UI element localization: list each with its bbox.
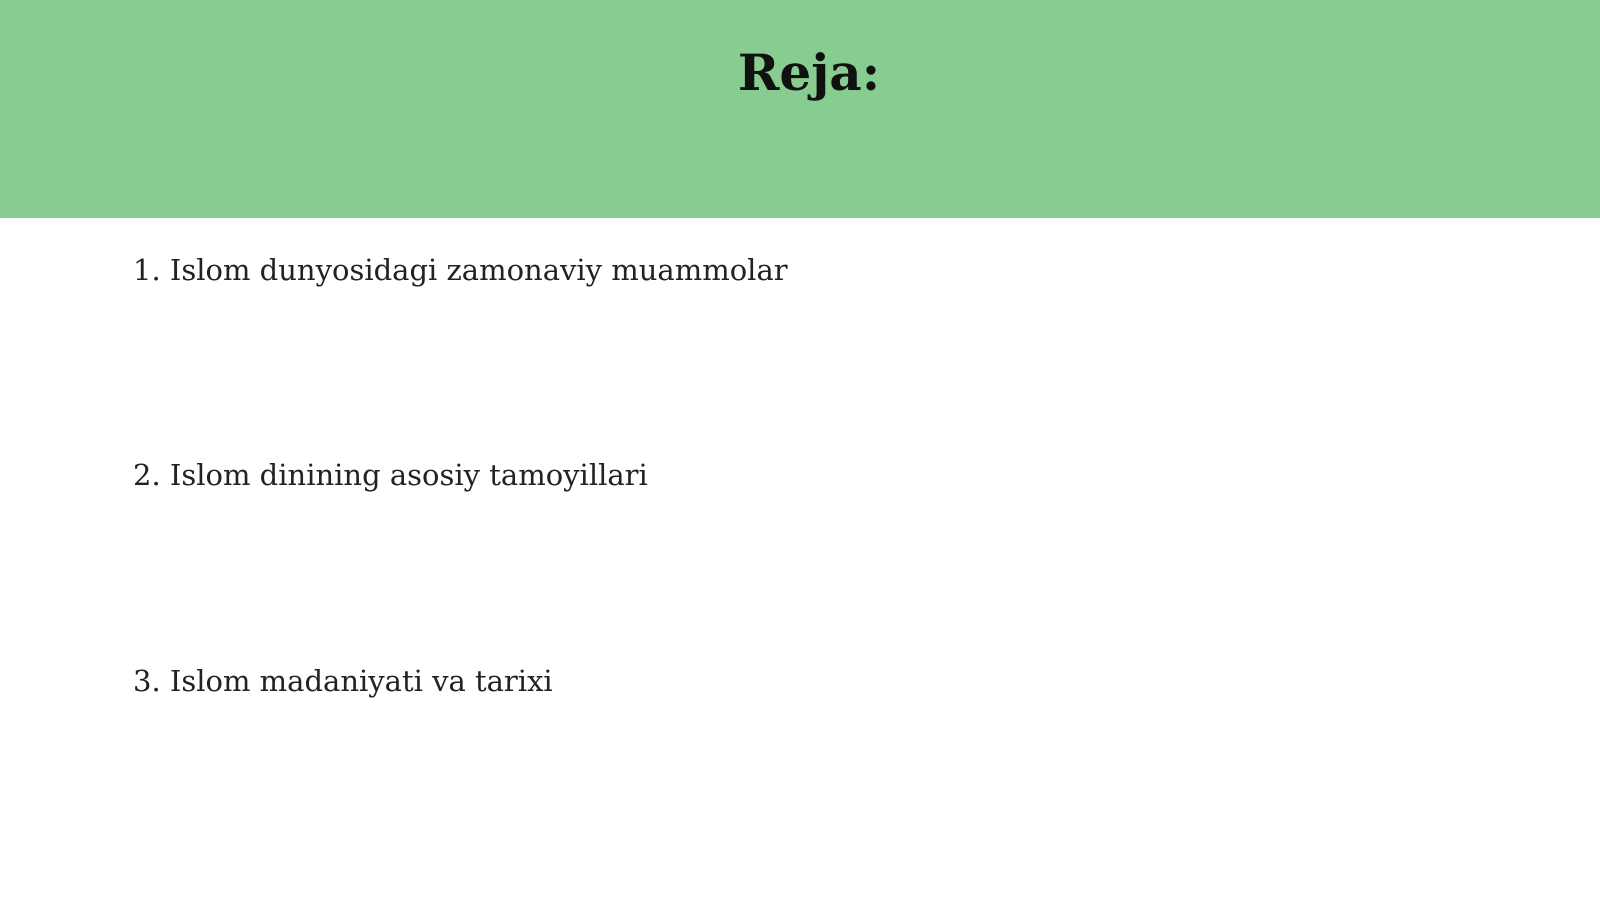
plan-item-1: 1. Islom dunyosidagi zamonaviy muammolar [133,253,788,287]
header-band [0,0,1600,218]
plan-item-2: 2. Islom dinining asosiy tamoyillari [133,458,648,492]
plan-item-3: 3. Islom madaniyati va tarixi [133,664,553,698]
slide-title: Reja: [737,43,881,102]
